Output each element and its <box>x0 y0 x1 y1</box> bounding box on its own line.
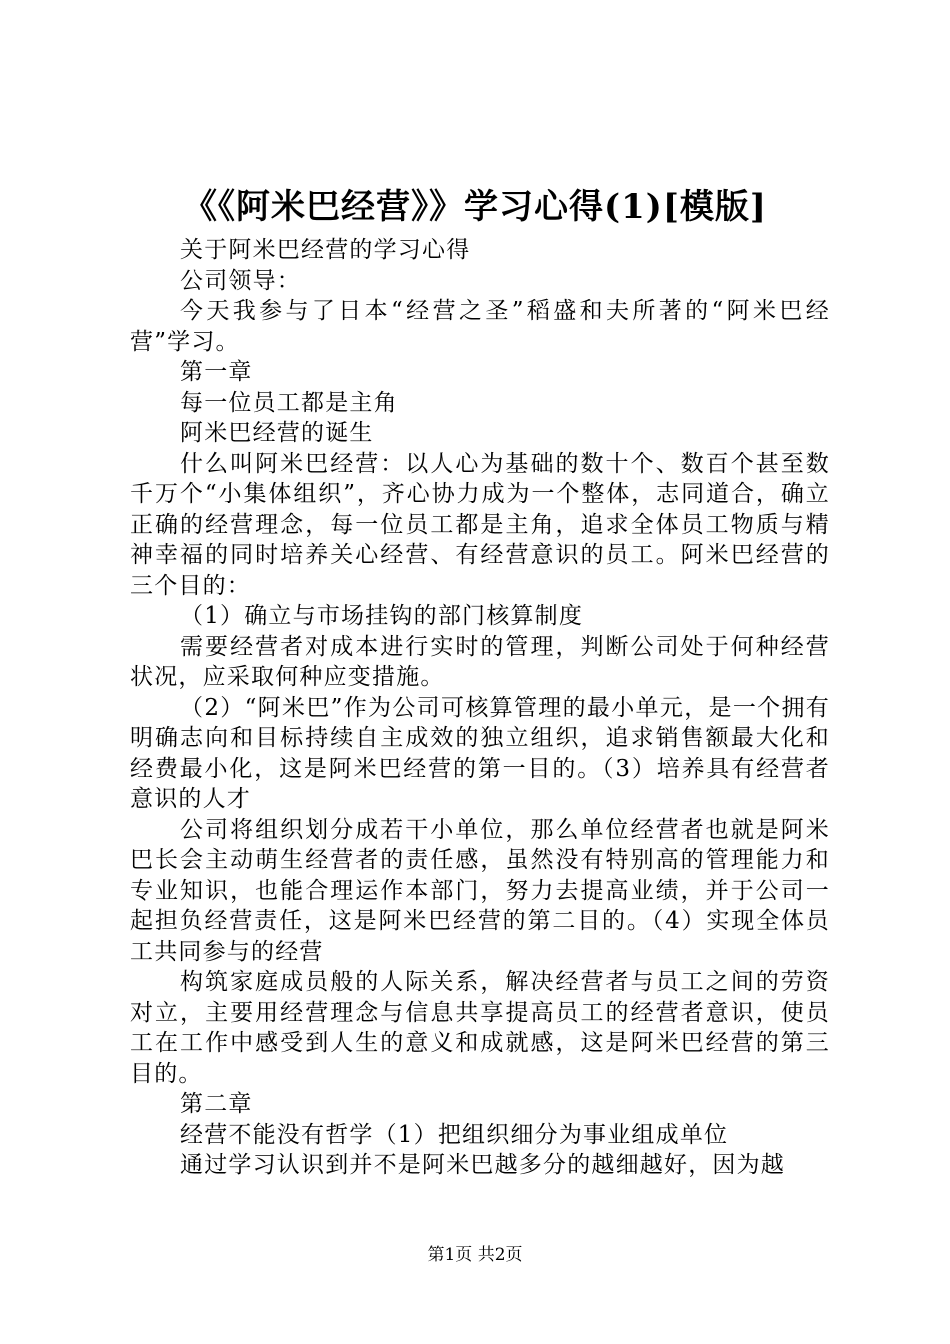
paragraph-heading: 关于阿米巴经营的学习心得 <box>180 237 471 263</box>
paragraph: （1）确立与市场挂钩的部门核算制度 <box>180 603 584 629</box>
document-body <box>130 235 830 1181</box>
paragraph: 需要经营者对成本进行实时的管理，判断公司处于何种经营状况，应采取何种应变措施。 <box>130 633 830 690</box>
document-title: 《《阿米巴经营》》学习心得(1)[模版] <box>182 187 767 227</box>
paragraph-salutation: 公司领导： <box>180 267 301 294</box>
paragraph: 通过学习认识到并不是阿米巴越多分的越细越好，因为越 <box>180 1152 785 1178</box>
paragraph: （2）“阿米巴”作为公司可核算管理的最小单元，是一个拥有明确志向和目标持续自主成效的独立组织，追求销售额最大化和经费最小化，这是阿米巴经营的第一目的。（3）培养具有经营者意识的人才 <box>130 694 830 812</box>
paragraph: 每一位员工都是主角 <box>180 389 398 416</box>
paragraph: 构筑家庭成员般的人际关系，解决经营者与员工之间的劳资对立，主要用经营理念与信息共享提高员工的经营者意识，使员工在工作中感受到人生的意义和成就感，这是阿米巴经营的第三目的。 <box>130 969 830 1087</box>
chapter-heading: 第二章 <box>180 1091 253 1117</box>
page-footer: 第1页 共2页 <box>427 1245 523 1265</box>
paragraph: 什么叫阿米巴经营：以人心为基础的数十个、数百个甚至数千万个“小集体组织”，齐心协力成为一个整体，志同道合，确立正确的经营理念，每一位员工都是主角，追求全体员工物质与精神幸福的同时培养关心经营、有经营意识的员工。阿米巴经营的三个目的： <box>130 450 830 599</box>
paragraph: 公司将组织划分成若干小单位，那么单位经营者也就是阿米巴长会主动萌生经营者的责任感，虽然没有特别高的管理能力和专业知识，也能合理运作本部门，努力去提高业绩，并于公司一起担负经营责任，这是阿米巴经营的第二目的。（4）实现全体员工共同参与的经营 <box>130 816 830 965</box>
chapter-heading: 第一章 <box>180 359 253 385</box>
paragraph: 经营不能没有哲学（1）把组织细分为事业组成单位 <box>180 1121 729 1148</box>
paragraph: 阿米巴经营的诞生 <box>180 420 374 446</box>
paragraph: 今天我参与了日本“经营之圣”稻盛和夫所著的“阿米巴经营”学习。 <box>130 298 830 355</box>
